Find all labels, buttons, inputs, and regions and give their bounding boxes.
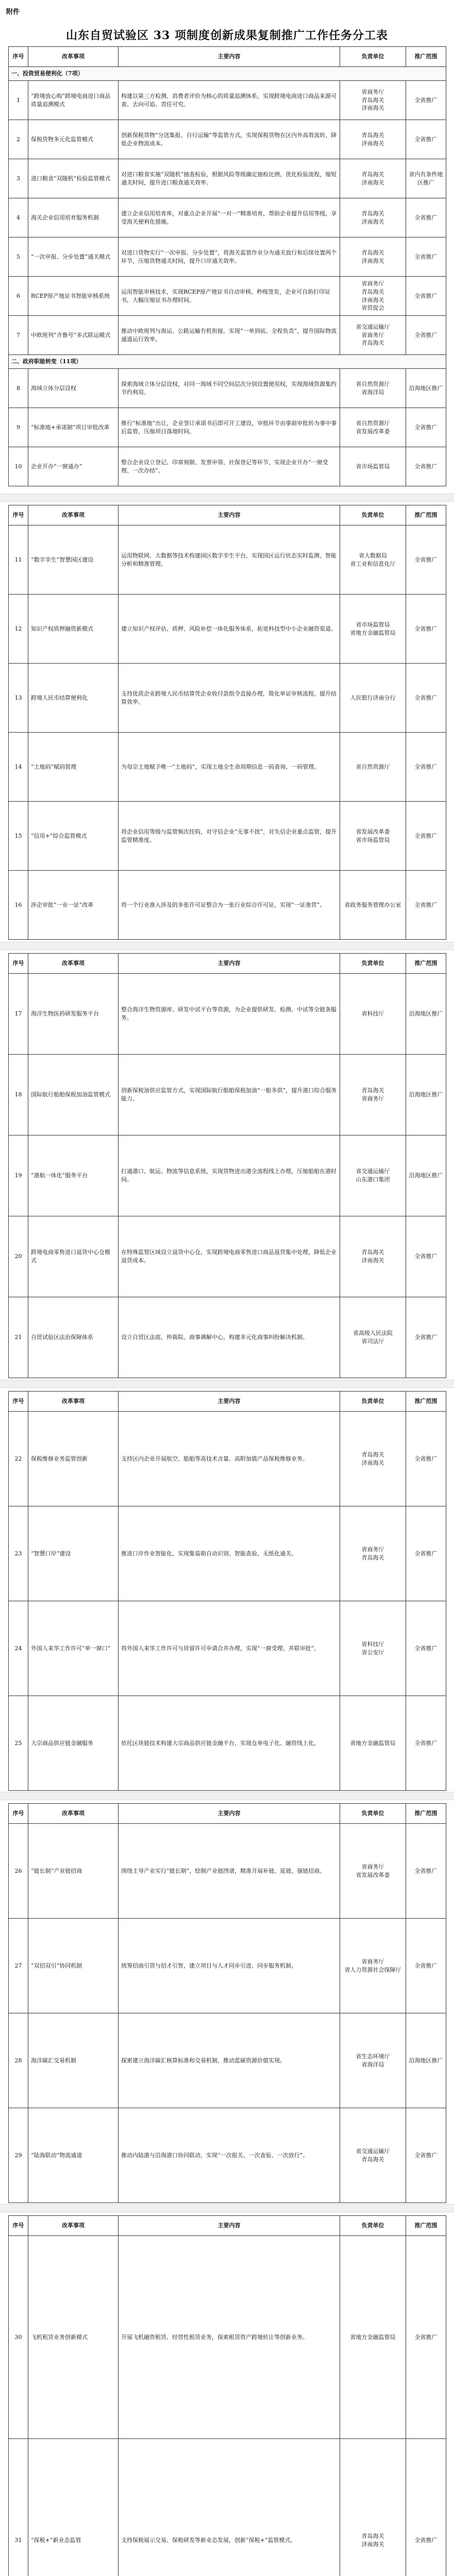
row-number: 23	[9, 1506, 28, 1601]
item-name: 中欧班列“齐鲁号”多式联运模式	[28, 316, 119, 355]
row-number: 30	[9, 2236, 28, 2439]
column-header: 改革事项	[28, 1392, 119, 1412]
item-content: 建立知识产权评估、质押、风险补偿一体化服务体系，拓宽科技型中小企业融资渠道。	[119, 595, 340, 664]
promotion-scope: 全省推广	[406, 1506, 446, 1601]
responsible-dept: 省科技厅	[340, 974, 406, 1055]
responsible-dept: 青岛海关 济南海关	[340, 120, 406, 159]
promotion-scope: 全省推广	[406, 1297, 446, 1378]
column-header: 推广范围	[406, 954, 446, 974]
row-number: 7	[9, 316, 28, 355]
table-row	[9, 120, 446, 159]
table-row	[9, 1696, 446, 1791]
section-title: 一、投资贸易便利化（7项）	[9, 67, 446, 81]
item-name: “陆海联动”物流通道	[28, 2108, 119, 2203]
item-name: “港航一体化”服务平台	[28, 1136, 119, 1216]
item-content: 支持优质企业跨境人民币结算凭企业收付款指令直接办理，简化单证审核流程，提升结算效率。	[119, 664, 340, 733]
column-header: 序号	[9, 1392, 28, 1412]
row-number: 15	[9, 802, 28, 871]
promotion-scope: 全省推广	[406, 81, 446, 120]
table-row	[9, 1412, 446, 1506]
table-row	[9, 2013, 446, 2108]
table-row	[9, 1601, 446, 1696]
item-content: 设立自贸区法庭、仲裁院、商事调解中心，构建多元化商事纠纷解决机制。	[119, 1297, 340, 1378]
table-row	[9, 369, 446, 408]
responsible-dept: 省自然资源厅 省发展改革委	[340, 408, 406, 447]
table-row	[9, 316, 446, 355]
table-row	[9, 1216, 446, 1297]
page-separator	[0, 494, 454, 502]
column-header: 负责单位	[340, 47, 406, 67]
column-header: 推广范围	[406, 47, 446, 67]
row-number: 13	[9, 664, 28, 733]
row-number: 12	[9, 595, 28, 664]
item-content: 整合海洋生物资源库、研发中试平台等资源，为企业提供研发、检测、中试等全链条服务。	[119, 974, 340, 1055]
row-number: 18	[9, 1055, 28, 1136]
item-name: 跨境人民币结算便利化	[28, 664, 119, 733]
table-row	[9, 1919, 446, 2013]
column-header: 序号	[9, 2216, 28, 2236]
table-row	[9, 2236, 446, 2439]
responsible-dept: 省政务服务管理办公室	[340, 871, 406, 940]
table-row	[9, 1136, 446, 1216]
item-content: 运用物联网、大数据等技术构建园区数字孪生平台，实现园区运行状态实时监测、智能分析和精准管理。	[119, 526, 340, 595]
item-content: 将企业信用等级与监管频次挂钩，对守信企业“无事不扰”，对失信企业重点监管，提升监管精准度。	[119, 802, 340, 871]
task-table	[8, 46, 446, 486]
responsible-dept: 省商务厅 青岛海关 济南海关	[340, 81, 406, 120]
column-header: 负责单位	[340, 1804, 406, 1824]
table-row	[9, 277, 446, 316]
item-content: 依托区块链技术构建大宗商品供应链金融平台，实现仓单电子化、融资线上化。	[119, 1696, 340, 1791]
task-table	[8, 505, 446, 940]
table-row	[9, 2108, 446, 2203]
row-number: 6	[9, 277, 28, 316]
table-row	[9, 526, 446, 595]
table-header-row	[9, 1804, 446, 1824]
task-table	[8, 1391, 446, 1791]
row-number: 8	[9, 369, 28, 408]
responsible-dept: 青岛海关 济南海关	[340, 2439, 406, 2576]
table-row	[9, 2439, 446, 2576]
promotion-scope: 全省推广	[406, 408, 446, 447]
item-content: 创新保税油供应监管方式，实现国际航行船舶保税加油“一船多供”，提升港口综合服务能力。	[119, 1055, 340, 1136]
responsible-dept: 省发展改革委 省市场监管局	[340, 802, 406, 871]
responsible-dept: 省交通运输厅 省商务厅 青岛海关	[340, 316, 406, 355]
item-name: “土地码”赋码管理	[28, 733, 119, 802]
item-name: “跨境放心购”跨境电商进口商品质量追溯模式	[28, 81, 119, 120]
promotion-scope: 省内有条件地区推广	[406, 159, 446, 198]
item-name: 跨境电商零售进口退货中心仓模式	[28, 1216, 119, 1297]
table-header-row	[9, 1392, 446, 1412]
item-content: 统筹招商引资与招才引智，建立项目与人才同步引进、同步服务机制。	[119, 1919, 340, 2013]
promotion-scope: 全省推广	[406, 1601, 446, 1696]
column-header: 推广范围	[406, 505, 446, 526]
item-content: 推进口岸作业智能化，实现集装箱自动识别、智能查验、无纸化通关。	[119, 1506, 340, 1601]
column-header: 序号	[9, 505, 28, 526]
item-content: 开展飞机融资租赁、经营性租赁业务，探索租赁资产跨境转让等创新业务。	[119, 2236, 340, 2439]
section-title: 二、政府职能转变（11项）	[9, 355, 446, 369]
column-header: 改革事项	[28, 1804, 119, 1824]
table-row	[9, 974, 446, 1055]
responsible-dept: 省地方金融监管局	[340, 1696, 406, 1791]
column-header: 改革事项	[28, 2216, 119, 2236]
row-number: 10	[9, 447, 28, 486]
item-content: 将外国人来华工作许可与居留许可申请合并办理，实现“一窗受理、并联审批”。	[119, 1601, 340, 1696]
promotion-scope: 全省推广	[406, 316, 446, 355]
promotion-scope: 全省推广	[406, 1412, 446, 1506]
table-row	[9, 733, 446, 802]
attachment-label: 附件	[6, 8, 20, 16]
column-header: 推广范围	[406, 2216, 446, 2236]
column-header: 改革事项	[28, 954, 119, 974]
item-name: 自贸试验区法治保障体系	[28, 1297, 119, 1378]
responsible-dept: 省大数据局 省工业和信息化厅	[340, 526, 406, 595]
item-name: 国际航行船舶保税加油监管模式	[28, 1055, 119, 1136]
promotion-scope: 沿海地区推广	[406, 369, 446, 408]
table-header-row	[9, 954, 446, 974]
task-table	[8, 1803, 446, 2203]
item-name: “标准地+承诺制”项目审批改革	[28, 408, 119, 447]
table-row	[9, 871, 446, 940]
responsible-dept: 省市场监管局 省地方金融监管局	[340, 595, 406, 664]
row-number: 21	[9, 1297, 28, 1378]
promotion-scope: 沿海地区推广	[406, 1136, 446, 1216]
promotion-scope: 全省推广	[406, 447, 446, 486]
promotion-scope: 全省推广	[406, 2439, 446, 2576]
row-number: 16	[9, 871, 28, 940]
item-name: “双招双引”协同机制	[28, 1919, 119, 2013]
row-number: 17	[9, 974, 28, 1055]
responsible-dept: 省交通运输厅 山东港口集团	[340, 1136, 406, 1216]
item-name: 外国人来华工作许可“单一窗口”	[28, 1601, 119, 1696]
responsible-dept: 青岛海关 济南海关	[340, 198, 406, 238]
row-number: 27	[9, 1919, 28, 2013]
table-row	[9, 664, 446, 733]
column-header: 序号	[9, 1804, 28, 1824]
item-name: 企业开办“一窗通办”	[28, 447, 119, 486]
task-table	[8, 2215, 446, 2576]
column-header: 负责单位	[340, 505, 406, 526]
table-header-row	[9, 505, 446, 526]
promotion-scope: 全省推广	[406, 1824, 446, 1919]
promotion-scope: 全省推广	[406, 526, 446, 595]
promotion-scope: 全省推广	[406, 733, 446, 802]
promotion-scope: 全省推广	[406, 238, 446, 277]
responsible-dept: 省商务厅 青岛海关 济南海关 省贸促会	[340, 277, 406, 316]
row-number: 1	[9, 81, 28, 120]
item-name: 飞机租赁业务创新模式	[28, 2236, 119, 2439]
table-header-row	[9, 47, 446, 67]
table-header-row	[9, 2216, 446, 2236]
table-row	[9, 408, 446, 447]
row-number: 9	[9, 408, 28, 447]
column-header: 主要内容	[119, 954, 340, 974]
table-row	[9, 595, 446, 664]
item-content: 构建以第三方检测、消费者评价为核心的质量追溯体系，实现跨境电商进口商品来源可查、去向可追、责任可究。	[119, 81, 340, 120]
column-header: 推广范围	[406, 1804, 446, 1824]
promotion-scope: 全省推广	[406, 1919, 446, 2013]
item-name: RCEP原产地证书智能审核系统	[28, 277, 119, 316]
item-name: “链长制”产业链招商	[28, 1824, 119, 1919]
item-content: 为每宗土地赋予唯一“土地码”，实现土地全生命周期信息一码查询、一码管理。	[119, 733, 340, 802]
row-number: 26	[9, 1824, 28, 1919]
column-header: 推广范围	[406, 1392, 446, 1412]
table-row	[9, 1055, 446, 1136]
item-content: 推行“标准地”出让，企业签订承诺书后即可开工建设，审批环节由事前审批转为事中事后监管，压缩项目落地时间。	[119, 408, 340, 447]
table-row	[9, 198, 446, 238]
promotion-scope: 全省推广	[406, 277, 446, 316]
responsible-dept: 青岛海关 济南海关	[340, 1216, 406, 1297]
row-number: 3	[9, 159, 28, 198]
column-header: 主要内容	[119, 2216, 340, 2236]
item-name: 大宗商品供应链金融服务	[28, 1696, 119, 1791]
section-row	[9, 355, 446, 369]
promotion-scope: 全省推广	[406, 1216, 446, 1297]
item-name: “智慧口岸”建设	[28, 1506, 119, 1601]
row-number: 14	[9, 733, 28, 802]
responsible-dept: 省地方金融监管局	[340, 2236, 406, 2439]
table-row	[9, 1506, 446, 1601]
promotion-scope: 全省推广	[406, 2108, 446, 2203]
table-row	[9, 802, 446, 871]
row-number: 29	[9, 2108, 28, 2203]
item-content: 创新保税货物“分送集报、自行运输”等监管方式，实现保税货物在区内外高效流转，降低企业物流成本。	[119, 120, 340, 159]
page-separator	[0, 942, 454, 950]
promotion-scope: 沿海地区推广	[406, 2013, 446, 2108]
item-content: 对进口粮食实施“双随机”抽查检验，根据风险等级确定抽检比例，优化检验流程，缩短通关时间，提升进口粮食通关效率。	[119, 159, 340, 198]
row-number: 19	[9, 1136, 28, 1216]
item-content: 探索海域立体分层设权，对同一海域不同空间层次分别设置使用权，实现海域资源集约节约利用。	[119, 369, 340, 408]
item-name: 海洋生物医药研发服务平台	[28, 974, 119, 1055]
item-content: 围绕主导产业实行“链长制”，绘制产业链图谱，精准开展补链、延链、强链招商。	[119, 1824, 340, 1919]
page-separator	[0, 1792, 454, 1800]
item-content: 运用智能审核技术，实现RCEP原产地证书自动审核、秒级签发，企业可自助打印证书，大幅压缩证书办理时间。	[119, 277, 340, 316]
promotion-scope: 全省推广	[406, 198, 446, 238]
table-row	[9, 1297, 446, 1378]
item-name: 海域立体分层设权	[28, 369, 119, 408]
promotion-scope: 全省推广	[406, 595, 446, 664]
responsible-dept: 省商务厅 省人力资源社会保障厅	[340, 1919, 406, 2013]
responsible-dept: 人民银行济南分行	[340, 664, 406, 733]
promotion-scope: 全省推广	[406, 664, 446, 733]
table-row	[9, 159, 446, 198]
page-separator	[0, 1380, 454, 1388]
item-content: 推动内陆港与沿海港口协同联动，实现“一次报关、一次查验、一次放行”。	[119, 2108, 340, 2203]
item-content: 支持区内企业开展航空、船舶等高技术含量、高附加值产品保税维修业务。	[119, 1412, 340, 1506]
responsible-dept: 省交通运输厅 青岛海关	[340, 2108, 406, 2203]
column-header: 负责单位	[340, 954, 406, 974]
item-content: 探索建立海洋碳汇核算标准和交易机制，推动蓝碳资源价值实现。	[119, 2013, 340, 2108]
row-number: 22	[9, 1412, 28, 1506]
responsible-dept: 省生态环境厅 省海洋局	[340, 2013, 406, 2108]
promotion-scope: 全省推广	[406, 2236, 446, 2439]
responsible-dept: 省商务厅 省发展改革委	[340, 1824, 406, 1919]
column-header: 改革事项	[28, 505, 119, 526]
column-header: 序号	[9, 47, 28, 67]
promotion-scope: 全省推广	[406, 120, 446, 159]
promotion-scope: 全省推广	[406, 871, 446, 940]
row-number: 31	[9, 2439, 28, 2576]
item-content: 推动中欧班列与海运、公路运输有机衔接，实现“一单到底、全程负责”，提升国际物流通道运行效率。	[119, 316, 340, 355]
responsible-dept: 青岛海关 省商务厅	[340, 1055, 406, 1136]
responsible-dept: 省高级人民法院 省司法厅	[340, 1297, 406, 1378]
responsible-dept: 省自然资源厅 省海洋局	[340, 369, 406, 408]
item-name: 进口粮食“双随机”检验监管模式	[28, 159, 119, 198]
task-table	[8, 953, 446, 1378]
item-name: “数字孪生”智慧园区建设	[28, 526, 119, 595]
column-header: 序号	[9, 954, 28, 974]
responsible-dept: 省科技厅 省公安厅	[340, 1601, 406, 1696]
item-content: 整合企业设立登记、印章刻制、发票申领、社保登记等环节，实现企业开办“一窗受理、一次办结”。	[119, 447, 340, 486]
item-name: 海关企业信用培育服务机制	[28, 198, 119, 238]
promotion-scope: 全省推广	[406, 1696, 446, 1791]
item-name: 保税维修业务监管创新	[28, 1412, 119, 1506]
column-header: 主要内容	[119, 1392, 340, 1412]
table-row	[9, 81, 446, 120]
responsible-dept: 青岛海关 济南海关	[340, 1412, 406, 1506]
row-number: 4	[9, 198, 28, 238]
item-name: “保税+”新业态监管	[28, 2439, 119, 2576]
item-content: 打通港口、航运、物流等信息系统，实现货物进出港全流程线上办理，压缩船舶在港时间。	[119, 1136, 340, 1216]
column-header: 负责单位	[340, 2216, 406, 2236]
column-header: 主要内容	[119, 1804, 340, 1824]
item-name: 涉企审批“一业一证”改革	[28, 871, 119, 940]
item-name: “一次申报、分步处置”通关模式	[28, 238, 119, 277]
responsible-dept: 青岛海关 济南海关	[340, 159, 406, 198]
table-row	[9, 447, 446, 486]
responsible-dept: 省商务厅 青岛海关	[340, 1506, 406, 1601]
item-name: 保税货物多元化监管模式	[28, 120, 119, 159]
row-number: 20	[9, 1216, 28, 1297]
page-separator	[0, 2204, 454, 2212]
item-content: 在特殊监管区域设立退货中心仓，实现跨境电商零售进口商品退货集中处理，降低企业退货成本。	[119, 1216, 340, 1297]
promotion-scope: 沿海地区推广	[406, 974, 446, 1055]
table-row	[9, 1824, 446, 1919]
responsible-dept: 青岛海关 济南海关	[340, 238, 406, 277]
section-row	[9, 67, 446, 81]
row-number: 2	[9, 120, 28, 159]
row-number: 25	[9, 1696, 28, 1791]
column-header: 改革事项	[28, 47, 119, 67]
row-number: 24	[9, 1601, 28, 1696]
item-content: 支持保税展示交易、保税研发等新业态发展，创新“保税+”监管模式。	[119, 2439, 340, 2576]
responsible-dept: 省自然资源厅	[340, 733, 406, 802]
row-number: 28	[9, 2013, 28, 2108]
row-number: 11	[9, 526, 28, 595]
item-name: “信用+”综合监管模式	[28, 802, 119, 871]
item-content: 建立企业信用培育库，对重点企业开展“一对一”精准培育，帮助企业提升信用等级，享受海关便利化措施。	[119, 198, 340, 238]
column-header: 主要内容	[119, 47, 340, 67]
row-number: 5	[9, 238, 28, 277]
item-content: 将一个行业准入涉及的多张许可证整合为一张行业综合许可证，实现“一证准营”。	[119, 871, 340, 940]
item-name: 海洋碳汇交易机制	[28, 2013, 119, 2108]
responsible-dept: 省市场监管局	[340, 447, 406, 486]
document-title: 山东自贸试验区 33 项制度创新成果复制推广工作任务分工表	[66, 29, 388, 42]
promotion-scope: 沿海地区推广	[406, 1055, 446, 1136]
item-content: 对进口货物实行“一次申报、分步处置”，将海关监管作业分为通关放行和后续处置两个环节，压缩货物通关时间，提升口岸通关效率。	[119, 238, 340, 277]
promotion-scope: 全省推广	[406, 802, 446, 871]
column-header: 负责单位	[340, 1392, 406, 1412]
item-name: 知识产权质押融资新模式	[28, 595, 119, 664]
table-row	[9, 238, 446, 277]
column-header: 主要内容	[119, 505, 340, 526]
